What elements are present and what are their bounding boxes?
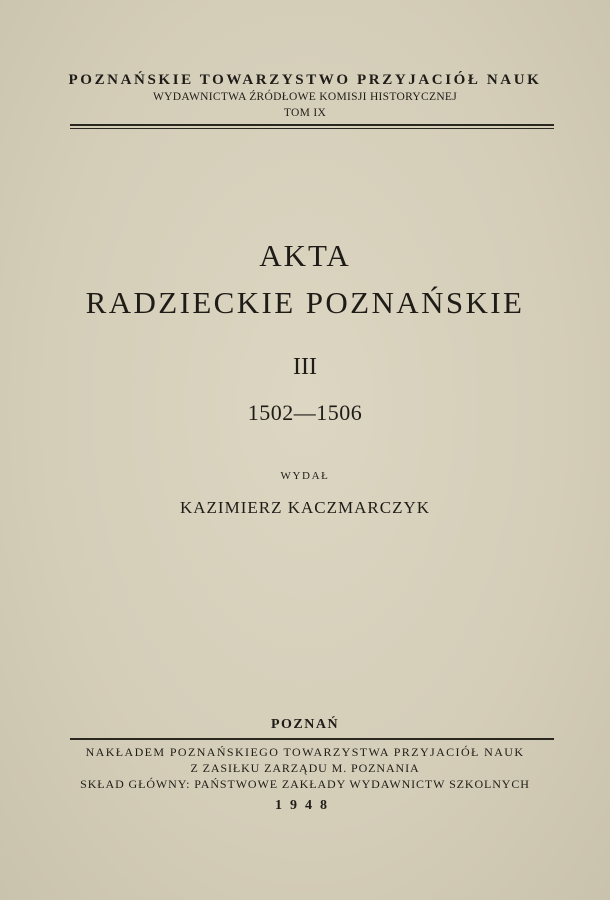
edited-by-label: WYDAŁ [280,470,330,482]
publisher-line-2: Z ZASIŁKU ZARZĄDU M. POZNANIA [190,761,420,775]
society-name: POZNAŃSKIE TOWARZYSTWO PRZYJACIÓŁ NAUK [68,72,542,88]
publisher-line-1: NAKŁADEM POZNAŃSKIEGO TOWARZYSTWA PRZYJACIÓŁ NAUK [85,745,525,759]
publication-year: 1948 [275,798,335,813]
header-rule [70,124,554,129]
part-number: III [293,354,317,380]
editor-name: KAZIMIERZ KACZMARCZYK [179,498,431,517]
title-line-2: RADZIECKIE POZNAŃSKIE [85,285,525,320]
series-name: WYDAWNICTWA ŹRÓDŁOWE KOMISJI HISTORYCZNEJ [152,91,458,103]
title-line-1: AKTA [259,238,351,273]
year-range: 1502—1506 [247,400,363,425]
publication-place: POZNAŃ [270,717,340,732]
imprint-rule [70,738,554,740]
volume-number: TOM IX [283,107,327,119]
publisher-line-3: SKŁAD GŁÓWNY: PAŃSTWOWE ZAKŁADY WYDAWNICTW SZKOLNYCH [80,777,530,791]
